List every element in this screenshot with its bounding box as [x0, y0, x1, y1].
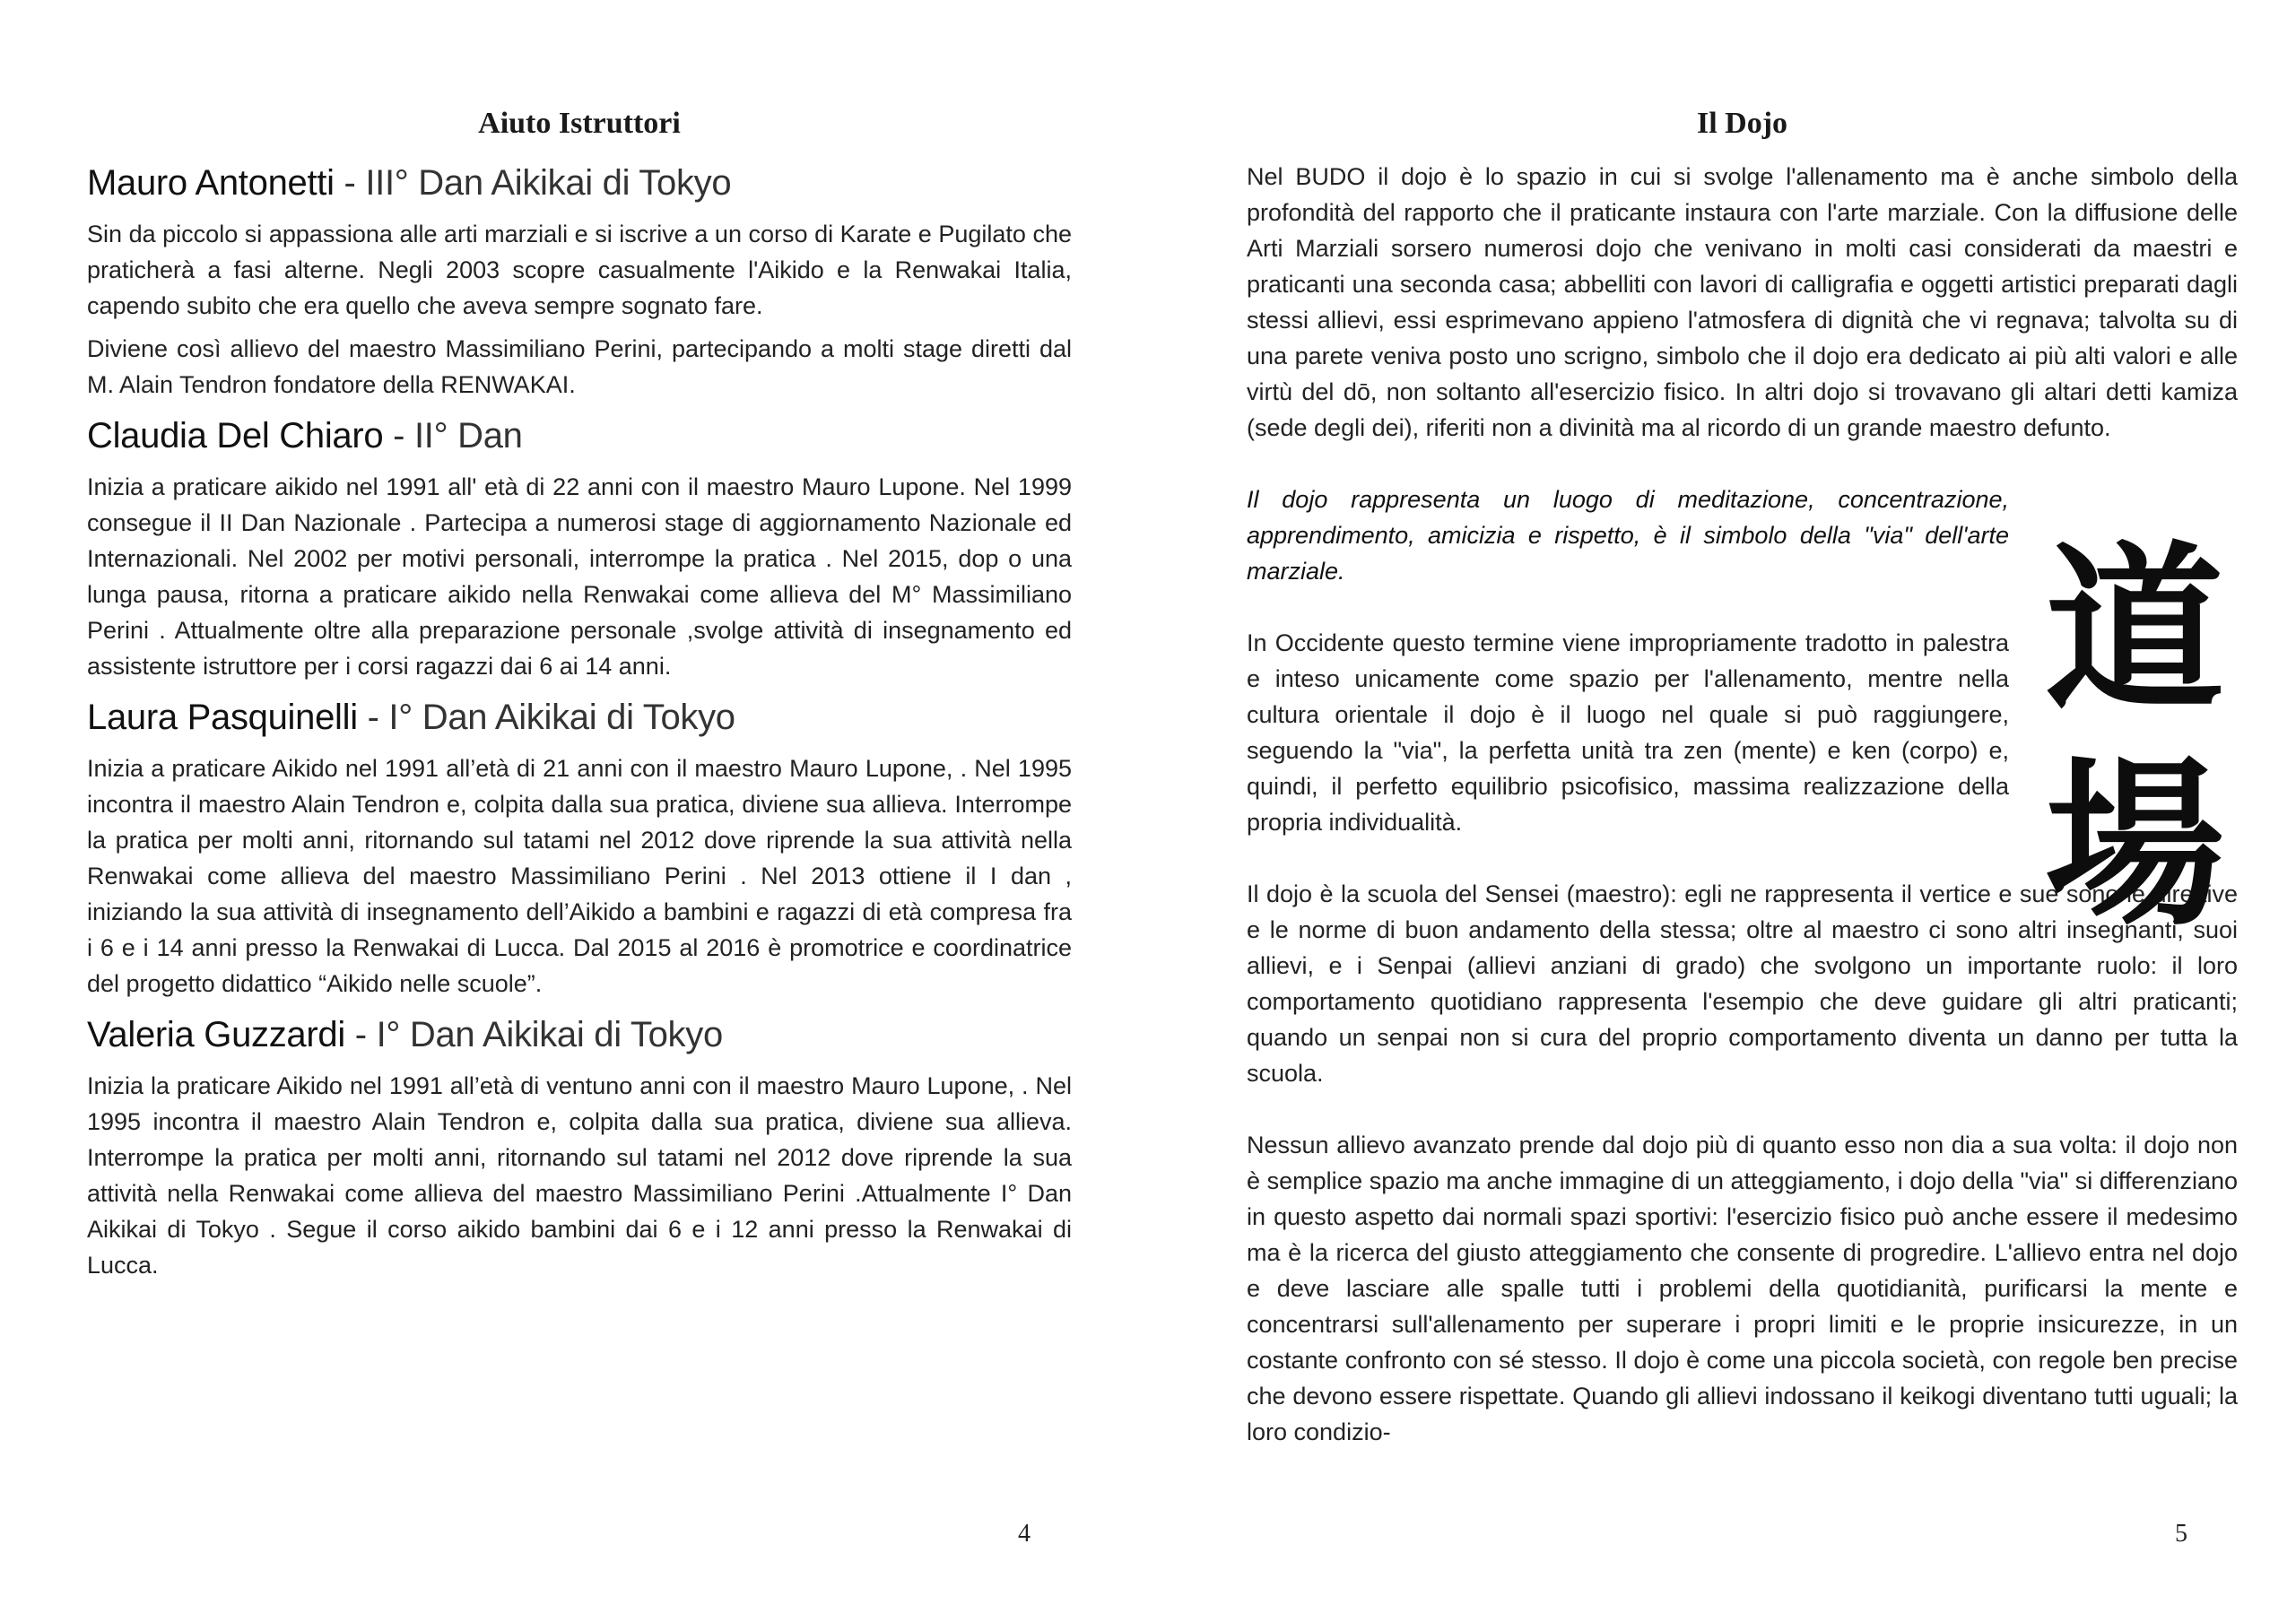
person-rank: - I° Dan Aikikai di Tokyo — [357, 697, 735, 737]
page-number: 5 — [2175, 1520, 2187, 1548]
person-name — [87, 412, 1072, 460]
person-bio-paragraph: Sin da piccolo si appassiona alle arti marziali e si iscrive a un corso di Karate e Pugilato che praticherà a fasi alterne. Negli 2003 scopre casualmente l'Aikido e la Renwakai Italia, capendo subito che era quello che aveva sempre sognato fare. — [87, 220, 1072, 319]
person-bio-paragraph: Inizia a praticare aikido nel 1991 all' età di 22 anni con il maestro Mauro Lupone. Nel 1999 consegue il II Dan Nazionale . Partecipa a numerosi stage di aggiornamento Nazionale ed Internazionali. Nel 2002 per motivi personali, interrompe la pratica . Nel 2015, dop o una lunga pausa, ritorna a praticare aikido nella Renwakai come allieva del M° Massimiliano Perini . Attualmente oltre alla preparazione personale ,svolge attività di insegnamento ed assistente istruttore per i corsi ragazzi dai 6 ai 14 anni. — [87, 473, 1072, 680]
person-name-text: Valeria Guzzardi — [87, 1014, 345, 1054]
right-column — [1247, 106, 2238, 1486]
dojo-student-paragraph: Nessun allievo avanzato prende dal dojo più di quanto esso non dia a sua volta: il dojo non è semplice spazio ma anche immagine di un atteggiamento, i dojo della "via" si differenziano in questo aspetto dai normali spazi sportivi: l'esercizio fisico può anche essere il medesimo ma è la ricerca del giusto atteggiamento che consente di progredire. L'allievo entra nel dojo e deve lasciare alle spalle tutti i problemi della quotidianità, purificarsi la mente e concentrarsi sull'allenamento per superare i propri limiti e le proprie insicurezze, in un costante confronto con sé stesso. Il dojo è come una piccola società, con regole ben precise che devono essere rispettate. Quando gli allievi indossano il keikogi diventano tutti uguali; la loro condizio- — [1247, 1131, 2238, 1445]
dojo-west-paragraph: In Occidente questo termine viene impropriamente tradotto in palestra e inteso unicamente come spazio per l'allenamento, mentre nella cultura orientale il dojo è il luogo nel quale si può raggiungere, seguendo la "via", la perfetta unità tra zen (mente) e ken (corpo) e, quindi, il perfetto equilibrio psicofisico, massima realizzazione della propria individualità. — [1247, 629, 2009, 836]
kanji-jo: 場 — [2044, 740, 2224, 950]
person-block-del-chiaro — [87, 412, 1072, 684]
dojo-calligraphy-image — [2031, 469, 2238, 1007]
person-block-antonetti — [87, 159, 1072, 403]
person-name-text: Laura Pasquinelli — [87, 697, 358, 737]
person-bio-paragraph: Inizia a praticare Aikido nel 1991 all’età di 21 anni con il maestro Mauro Lupone, . Nel 1995 incontra il maestro Alain Tendron e, colpita dalla sua pratica, diviene sua allieva. Interrompe la pratica per molti anni, ritornando sul tatami nel 2012 dove riprende la sua attività nella Renwakai come allieva del maestro Massimiliano Perini . Nel 2013 ottiene il I dan , iniziando la sua attività di insegnamento dell’Aikido a bambini e ragazzi di età compresa fra i 6 e i 14 anni presso la Renwakai di Lucca. Dal 2015 al 2016 è promotrice e coordinatrice del progetto didattico “Aikido nelle scuole”. — [87, 754, 1072, 997]
person-name — [87, 693, 1072, 742]
person-name — [87, 1010, 1072, 1059]
person-block-pasquinelli — [87, 693, 1072, 1002]
dojo-sensei-paragraph: Il dojo è la scuola del Sensei (maestro): egli ne rappresenta il vertice e sue sono le direttive e le norme di buon andamento della stessa; oltre al maestro ci sono altri insegnanti, suoi allievi, e i Senpai (allievi anziani di grado) che svolgono un importante ruolo: il loro comportamento quotidiano rappresenta l'esempio che deve guidare gli altri praticanti; quando un senpai non si cura del proprio comportamento diventa un danno per tutta la scuola. — [1247, 880, 2238, 1087]
person-bio-paragraph: Inizia la praticare Aikido nel 1991 all’età di ventuno anni con il maestro Mauro Lupone, . Nel 1995 incontra il maestro Alain Tendron e, colpita dalla sua pratica, diviene sua allieva. Interrompe la pratica per molti anni, ritornando sul tatami nel 2012 dove riprende la sua attività nella Renwakai come allieva del maestro Massimiliano Perini .Attualmente I° Dan Aikikai di Tokyo . Segue il corso aikido bambini dai 6 e i 12 anni presso la Renwakai di Lucca. — [87, 1071, 1072, 1279]
person-block-guzzardi — [87, 1010, 1072, 1283]
dojo-intro-paragraph: Nel BUDO il dojo è lo spazio in cui si svolge l'allenamento ma è anche simbolo della profondità del rapporto che il praticante instaura con l'arte marziale. Con la diffusione delle Arti Marziali sorsero numerosi dojo che venivano in molti casi considerati da maestri e praticanti una seconda casa; abbelliti con lavori di calligrafia e oggetti artistici preparati dagli stessi allievi, essi esprimevano appieno l'atmosfera di dignità che vi regnava; talvolta su di una parete veniva posto uno scrigno, simbolo che il dojo era dedicato ai più alti valori e alle virtù del dō, non soltanto all'esercizio fisico. In altri dojo si trovavano gli altari detti kamiza (sede degli dei), riferiti non a divinità ma al ricordo di un grande maestro defunto. — [1247, 162, 2238, 441]
page-title-dojo: Il Dojo — [1696, 107, 1788, 140]
right-page — [1148, 0, 2296, 1622]
page-number: 4 — [1018, 1520, 1031, 1548]
person-rank: - III° Dan Aikikai di Tokyo — [334, 162, 732, 203]
person-name-text: Mauro Antonetti — [87, 162, 335, 203]
dojo-quote-paragraph: Il dojo rappresenta un luogo di meditazione, concentrazione, apprendimento, amicizia e rispetto, è il simbolo della "via" dell'arte marziale. — [1247, 485, 2009, 585]
person-bio-paragraph: Diviene così allievo del maestro Massimiliano Perini, partecipando a molti stage diretti dal M. Alain Tendron fondatore della RENWAKAI. — [87, 334, 1072, 398]
person-name-text: Claudia Del Chiaro — [87, 415, 384, 455]
kanji-do: 道 — [2044, 525, 2224, 735]
person-rank: - II° Dan — [383, 415, 523, 455]
left-column — [87, 106, 1072, 1290]
person-rank: - I° Dan Aikikai di Tokyo — [344, 1014, 723, 1054]
page-title-instructors: Aiuto Istruttori — [478, 107, 681, 140]
person-name — [87, 159, 1072, 207]
